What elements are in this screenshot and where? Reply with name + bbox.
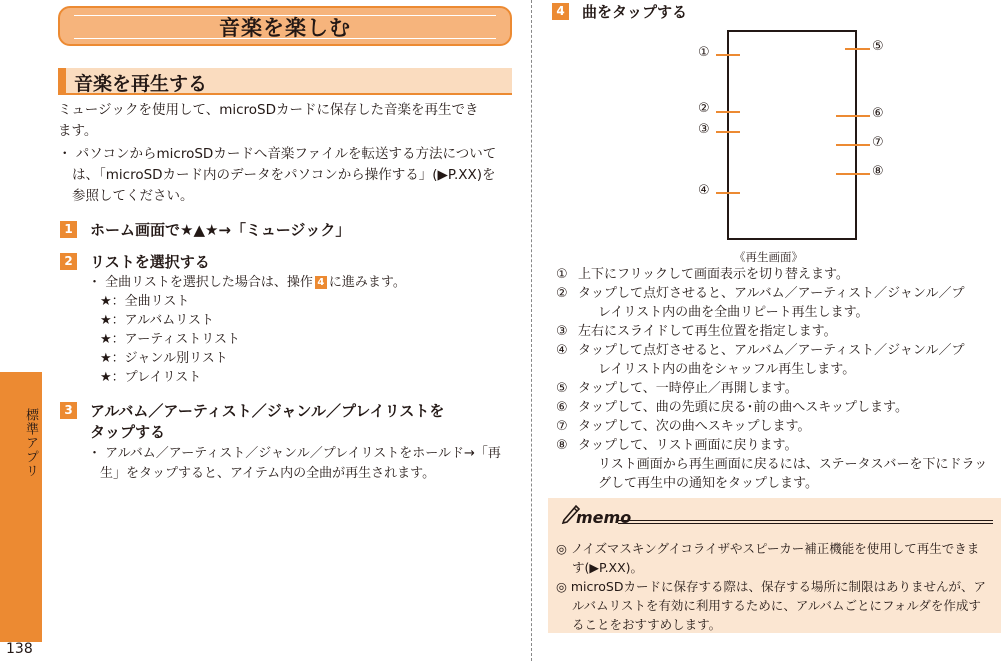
list-item: ★：アーティストリスト: [100, 332, 240, 347]
memo-item-1-line-2: す(▶P.XX)。: [572, 560, 644, 575]
page-title: 音楽を楽しむ: [219, 16, 351, 40]
legend-text: タップして、リスト画面に戻ります。: [578, 438, 798, 453]
callout-6: ⑥: [872, 106, 884, 121]
section-heading-text: 音楽を再生する: [74, 73, 208, 95]
callout-4: ④: [698, 183, 710, 198]
list-item: ★：全曲リスト: [100, 294, 190, 309]
title-banner: [58, 6, 512, 46]
diagram-caption: 《再生画面》: [734, 250, 803, 264]
step-2-number: 2: [60, 253, 77, 270]
intro-note-line-2: は、「microSDカード内のデータをパソコンから操作する」(▶P.XX)を: [72, 167, 496, 183]
callout-line-6: [836, 115, 870, 117]
step-2-note: [88, 273, 406, 293]
callout-7: ⑦: [872, 135, 884, 150]
legend-number: ⑦: [556, 419, 568, 434]
callout-line-8: [836, 173, 870, 175]
legend-number: ③: [556, 324, 568, 339]
step-ref-badge: 4: [315, 276, 327, 289]
legend-number: ①: [556, 267, 568, 282]
column-divider: [531, 0, 532, 661]
memo-item-2-line-1: ◎ microSDカードに保存する際は、保存する場所に制限はありませんが、ア: [556, 579, 986, 594]
legend-item-5: [556, 380, 798, 399]
legend-number: ④: [556, 343, 568, 358]
step-4-title: 曲をタップする: [582, 3, 688, 21]
step-1-number: 1: [60, 221, 77, 238]
step-3-note-line-2: 生」をタップすると、アイテム内の全曲が再生されます。: [100, 466, 436, 481]
legend-cont: レイリスト内の曲をシャッフル再生します。: [598, 362, 856, 377]
playback-screen-diagram: [727, 30, 857, 240]
memo-item-1-line-1: ◎ ノイズマスキングイコライザやスピーカー補正機能を使用して再生できま: [556, 541, 980, 556]
legend-cont: リスト画面から再生画面に戻るには、ステータスバーを下にドラッ: [598, 457, 988, 472]
legend-cont: グして再生中の通知をタップします。: [598, 476, 818, 491]
step-2-title: リストを選択する: [90, 253, 210, 271]
step-3-title-line-2: タップする: [90, 423, 166, 441]
step-2-note-post: に進みます。: [328, 275, 406, 290]
legend-item-1: [556, 266, 849, 285]
intro-line-1: ミュージックを使用して、microSDカードに保存した音楽を再生でき: [58, 102, 479, 118]
step-2-note-pre: ・ 全曲リストを選択した場合は、操作: [88, 275, 313, 290]
chapter-label: 標準アプリ: [23, 408, 38, 478]
legend-item-3: [556, 323, 837, 342]
legend-cont: レイリスト内の曲を全曲リピート再生します。: [598, 305, 869, 320]
list-item: ★：アルバムリスト: [100, 313, 214, 328]
list-item: ★：ジャンル別リスト: [100, 351, 228, 366]
legend-number: ⑧: [556, 438, 568, 453]
legend-text: 左右にスライドして再生位置を指定します。: [578, 324, 837, 339]
callout-line-1: [716, 54, 740, 56]
legend-text: タップして、曲の先頭に戻る･前の曲へスキップします。: [578, 400, 908, 415]
callout-2: ②: [698, 101, 710, 116]
callout-8: ⑧: [872, 164, 884, 179]
step-3-number: 3: [60, 402, 77, 419]
legend-item-8: [556, 437, 797, 456]
callout-3: ③: [698, 122, 710, 137]
memo-rule-2: [618, 523, 993, 524]
step-3-title-line-1: アルバム／アーティスト／ジャンル／プレイリストを: [90, 402, 445, 420]
list-item: ★：プレイリスト: [100, 370, 202, 385]
legend-number: ⑤: [556, 381, 568, 396]
callout-1: ①: [698, 45, 710, 60]
legend-text: タップして、一時停止／再開します。: [578, 381, 798, 396]
legend-text: タップして点灯させると、アルバム／アーティスト／ジャンル／プ: [578, 286, 965, 301]
legend-text: 上下にフリックして画面表示を切り替えます。: [578, 267, 849, 282]
section-heading: [58, 68, 512, 95]
legend-number: ⑥: [556, 400, 568, 415]
callout-line-7: [836, 144, 870, 146]
intro-line-2: ます。: [58, 123, 98, 139]
callout-line-3: [716, 131, 740, 133]
memo-box: [548, 498, 1001, 633]
memo-item-2-line-3: ることをおすすめします。: [572, 617, 722, 632]
intro-note-line-1: ・ パソコンからmicroSDカードへ音楽ファイルを転送する方法について: [58, 146, 497, 162]
intro-note-line-3: 参照してください。: [72, 188, 194, 204]
memo-item-2-line-2: ルバムリストを有効に利用するために、アルバムごとにフォルダを作成す: [572, 598, 981, 613]
callout-line-4: [716, 192, 740, 194]
callout-5: ⑤: [872, 39, 884, 54]
step-3-note-line-1: ・ アルバム／アーティスト／ジャンル／プレイリストをホールド→「再: [88, 446, 501, 461]
memo-rule-1: [618, 520, 993, 521]
callout-line-5: [845, 48, 870, 50]
legend-text: タップして点灯させると、アルバム／アーティスト／ジャンル／プ: [578, 343, 965, 358]
memo-label: memo: [576, 508, 632, 527]
legend-item-2: [556, 285, 965, 304]
step-1-title: ホーム画面で★▲★→「ミュージック」: [90, 221, 351, 239]
page-number: 138: [6, 641, 33, 657]
step-4-number: 4: [552, 3, 569, 20]
section-heading-bar: [58, 68, 66, 93]
legend-item-4: [556, 342, 965, 361]
legend-item-7: [556, 418, 810, 437]
legend-text: タップして、次の曲へスキップします。: [578, 419, 811, 434]
callout-line-2: [716, 111, 740, 113]
legend-item-6: [556, 399, 908, 418]
legend-number: ②: [556, 286, 568, 301]
